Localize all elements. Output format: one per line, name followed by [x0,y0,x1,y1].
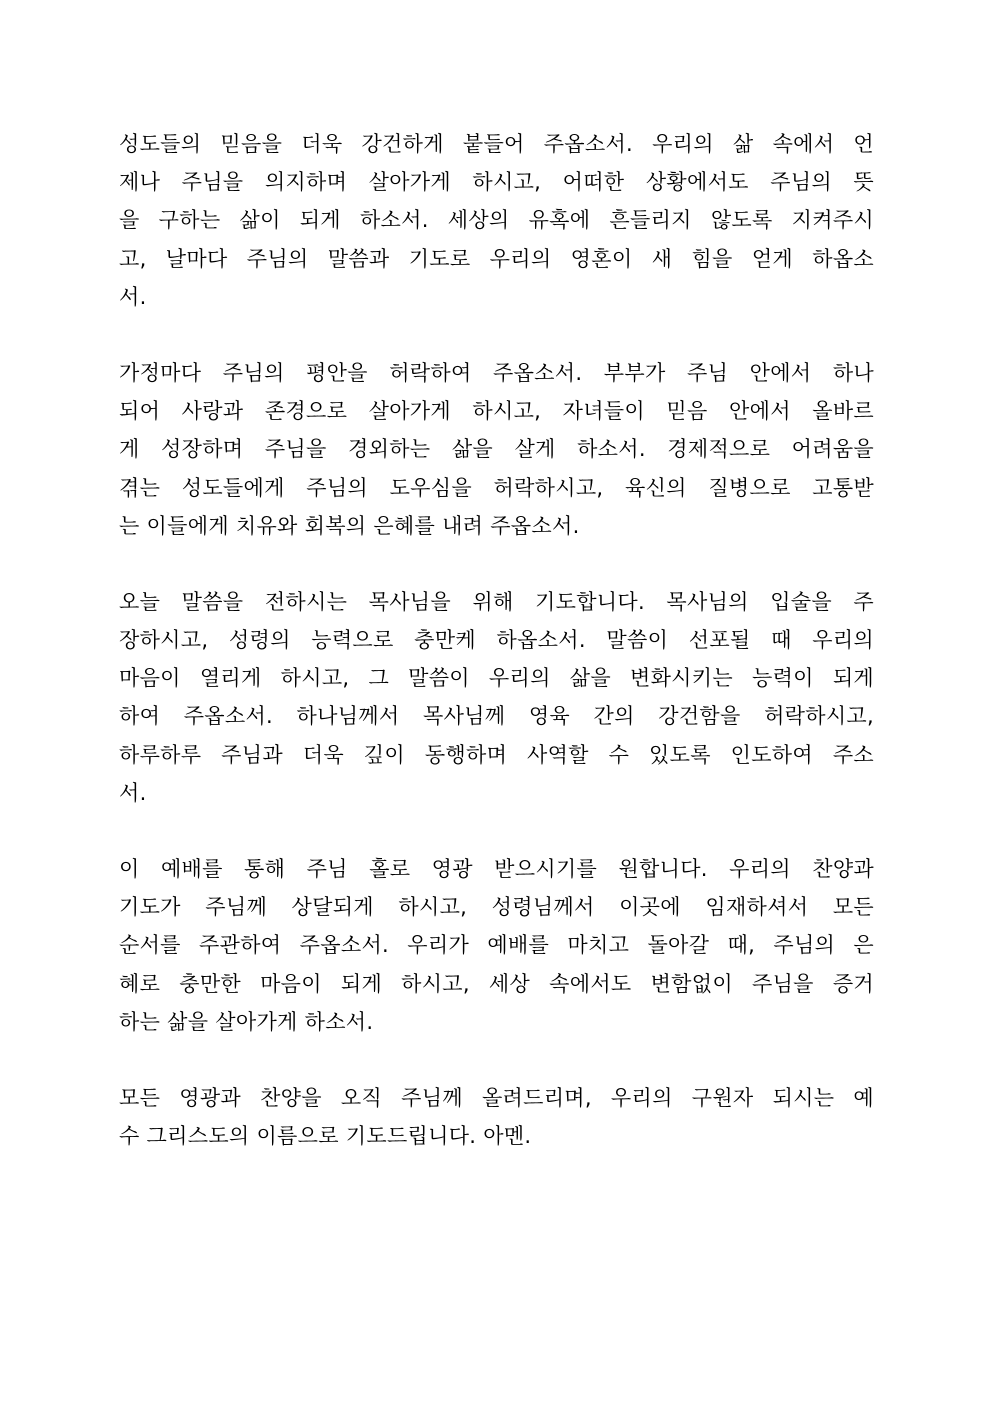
text-line: 가정마다 주님의 평안을 허락하여 주옵소서. 부부가 주님 안에서 하나 [119,360,874,385]
paragraph-2 [119,354,874,545]
text-line: 순서를 주관하여 주옵소서. 우리가 예배를 마치고 돌아갈 때, 주님의 은 [119,933,874,958]
text-line: 는 이들에게 치유와 회복의 은혜를 내려 주옵소서. [119,513,580,538]
text-line: 하여 주옵소서. 하나님께서 목사님께 영육 간의 강건함을 허락하시고, [119,704,874,729]
text-line: 하는 삶을 살아가게 하소서. [119,1009,374,1034]
text-line: 게 성장하며 주님을 경외하는 삶을 살게 하소서. 경제적으로 어려움을 [119,437,874,462]
text-line: 마음이 열리게 하시고, 그 말씀이 우리의 삶을 변화시키는 능력이 되게 [119,666,874,691]
text-line: 혜로 충만한 마음이 되게 하시고, 세상 속에서도 변함없이 주님을 증거 [119,971,874,996]
text-line: 장하시고, 성령의 능력으로 충만케 하옵소서. 말씀이 선포될 때 우리의 [119,628,874,653]
text-line: 모든 영광과 찬양을 오직 주님께 올려드리며, 우리의 구원자 되시는 예 [119,1085,874,1110]
text-line: 되어 사랑과 존경으로 살아가게 하시고, 자녀들이 믿음 안에서 올바르 [119,399,874,424]
text-line: 제나 주님을 의지하며 살아가게 하시고, 어떠한 상황에서도 주님의 뜻 [119,170,874,195]
text-line: 겪는 성도들에게 주님의 도우심을 허락하시고, 육신의 질병으로 고통받 [119,475,874,500]
text-line: 수 그리스도의 이름으로 기도드립니다. 아멘. [119,1124,532,1149]
document-body [119,125,874,1193]
text-line: 성도들의 믿음을 더욱 강건하게 붙들어 주옵소서. 우리의 삶 속에서 언 [119,132,874,156]
text-line: 오늘 말씀을 전하시는 목사님을 위해 기도합니다. 목사님의 입술을 주 [119,589,874,614]
text-line: 고, 날마다 주님의 말씀과 기도로 우리의 영혼이 새 힘을 얻게 하옵소 [119,246,874,271]
text-line: 서. [119,780,147,805]
paragraph-1 [119,125,874,316]
paragraph-3 [119,583,874,812]
text-line: 서. [119,284,147,309]
text-line: 을 구하는 삶이 되게 하소서. 세상의 유혹에 흔들리지 않도록 지켜주시 [119,208,874,233]
paragraph-4 [119,850,874,1041]
text-line: 하루하루 주님과 더욱 깊이 동행하며 사역할 수 있도록 인도하여 주소 [119,742,874,767]
paragraph-5 [119,1079,874,1155]
text-line: 이 예배를 통해 주님 홀로 영광 받으시기를 원합니다. 우리의 찬양과 [119,857,874,881]
text-line: 기도가 주님께 상달되게 하시고, 성령님께서 이곳에 임재하셔서 모든 [119,895,874,920]
